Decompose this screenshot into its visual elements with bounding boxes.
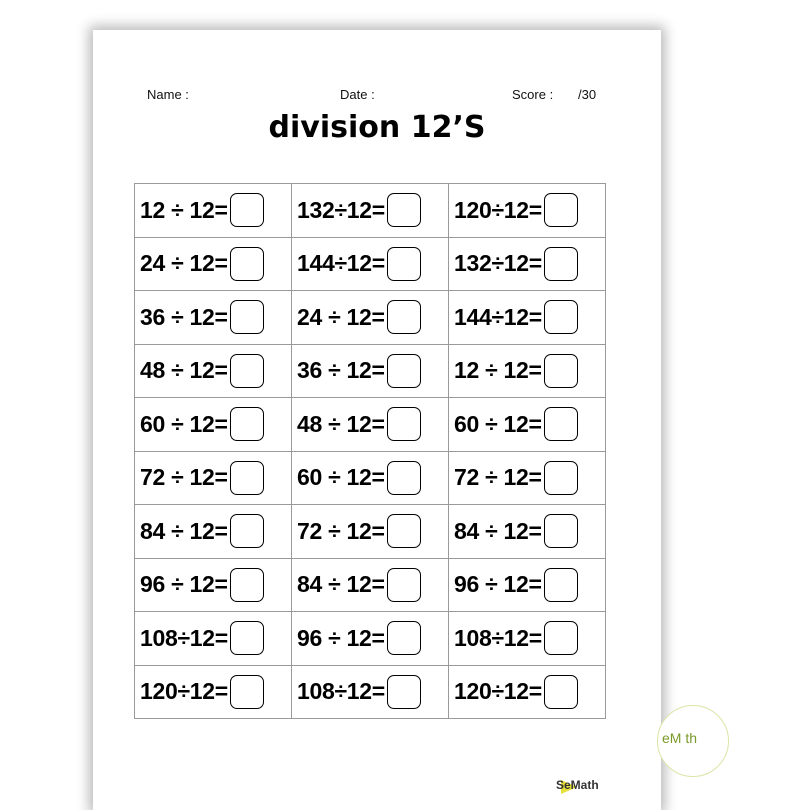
answer-box[interactable]: [544, 514, 578, 548]
problem-cell: [135, 451, 292, 505]
problem-row: [135, 451, 606, 505]
answer-box[interactable]: [387, 300, 421, 334]
problem-expression: 72 ÷ 12=: [454, 464, 542, 491]
problem-expression: 60 ÷ 12=: [297, 464, 385, 491]
problem-cell: [449, 344, 606, 398]
answer-box[interactable]: [544, 621, 578, 655]
problem-expression: 48 ÷ 12=: [140, 357, 228, 384]
problem-cell: [135, 237, 292, 291]
date-label: Date :: [340, 87, 375, 102]
problem-expression: 12 ÷ 12=: [454, 357, 542, 384]
answer-box[interactable]: [387, 247, 421, 281]
problem-cell: [449, 558, 606, 612]
problem-expression: 144÷12=: [297, 250, 385, 277]
answer-box[interactable]: [544, 675, 578, 709]
problem-expression: 96 ÷ 12=: [454, 571, 542, 598]
problem-cell: [135, 612, 292, 666]
problem-grid: [134, 183, 606, 719]
answer-box[interactable]: [230, 300, 264, 334]
score-total: /30: [578, 87, 597, 102]
answer-box[interactable]: [387, 514, 421, 548]
problem-cell: [135, 184, 292, 238]
answer-box[interactable]: [544, 300, 578, 334]
problem-expression: 132÷12=: [297, 196, 385, 223]
problem-expression: 36 ÷ 12=: [297, 357, 385, 384]
answer-box[interactable]: [230, 247, 264, 281]
problem-cell: [292, 612, 449, 666]
problem-row: [135, 665, 606, 719]
problem-expression: 48 ÷ 12=: [297, 410, 385, 437]
problem-cell: [292, 184, 449, 238]
problem-expression: 132÷12=: [454, 250, 542, 277]
problem-expression: 96 ÷ 12=: [297, 624, 385, 651]
answer-box[interactable]: [230, 193, 264, 227]
problem-expression: 108÷12=: [297, 678, 385, 705]
problem-expression: 36 ÷ 12=: [140, 303, 228, 330]
problem-cell: [292, 344, 449, 398]
answer-box[interactable]: [544, 407, 578, 441]
problem-row: [135, 612, 606, 666]
answer-box[interactable]: [387, 621, 421, 655]
footer-logo: SeMath: [556, 778, 599, 792]
answer-box[interactable]: [230, 568, 264, 602]
answer-box[interactable]: [544, 354, 578, 388]
problem-cell: [292, 291, 449, 345]
answer-box[interactable]: [544, 193, 578, 227]
problem-cell: [135, 558, 292, 612]
answer-box[interactable]: [544, 568, 578, 602]
problem-cell: [292, 665, 449, 719]
problem-row: [135, 184, 606, 238]
problem-cell: [292, 558, 449, 612]
problem-expression: 144÷12=: [454, 303, 542, 330]
problem-cell: [292, 237, 449, 291]
answer-box[interactable]: [544, 461, 578, 495]
problem-cell: [135, 344, 292, 398]
problem-cell: [135, 505, 292, 559]
problem-cell: [449, 612, 606, 666]
answer-box[interactable]: [230, 354, 264, 388]
problem-expression: 60 ÷ 12=: [454, 410, 542, 437]
answer-box[interactable]: [230, 514, 264, 548]
answer-box[interactable]: [387, 407, 421, 441]
problem-expression: 60 ÷ 12=: [140, 410, 228, 437]
problem-expression: 120÷12=: [140, 678, 228, 705]
problem-cell: [135, 398, 292, 452]
answer-box[interactable]: [230, 461, 264, 495]
problem-cell: [449, 451, 606, 505]
answer-box[interactable]: [230, 675, 264, 709]
worksheet-page: [93, 30, 661, 810]
problem-row: [135, 237, 606, 291]
problem-expression: 108÷12=: [140, 624, 228, 651]
problem-expression: 84 ÷ 12=: [140, 517, 228, 544]
problem-expression: 12 ÷ 12=: [140, 196, 228, 223]
problem-cell: [449, 184, 606, 238]
problem-expression: 72 ÷ 12=: [140, 464, 228, 491]
answer-box[interactable]: [387, 354, 421, 388]
problem-expression: 120÷12=: [454, 678, 542, 705]
problem-expression: 108÷12=: [454, 624, 542, 651]
page-title: division 12’S: [268, 110, 486, 145]
watermark-text: eM th: [662, 730, 698, 746]
problem-row: [135, 291, 606, 345]
problem-expression: 84 ÷ 12=: [454, 517, 542, 544]
answer-box[interactable]: [230, 407, 264, 441]
problem-expression: 84 ÷ 12=: [297, 571, 385, 598]
problem-cell: [292, 398, 449, 452]
problem-cell: [449, 398, 606, 452]
answer-box[interactable]: [387, 193, 421, 227]
problem-cell: [135, 665, 292, 719]
problem-expression: 120÷12=: [454, 196, 542, 223]
problem-row: [135, 344, 606, 398]
problem-expression: 96 ÷ 12=: [140, 571, 228, 598]
problem-cell: [449, 237, 606, 291]
problem-cell: [292, 451, 449, 505]
problem-expression: 72 ÷ 12=: [297, 517, 385, 544]
problem-row: [135, 558, 606, 612]
name-label: Name :: [147, 87, 189, 102]
answer-box[interactable]: [387, 461, 421, 495]
problem-cell: [449, 505, 606, 559]
problem-expression: 24 ÷ 12=: [297, 303, 385, 330]
problem-row: [135, 505, 606, 559]
problem-expression: 24 ÷ 12=: [140, 250, 228, 277]
answer-box[interactable]: [230, 621, 264, 655]
answer-box[interactable]: [544, 247, 578, 281]
answer-box[interactable]: [387, 675, 421, 709]
problem-cell: [449, 665, 606, 719]
answer-box[interactable]: [387, 568, 421, 602]
problem-cell: [135, 291, 292, 345]
problem-cell: [449, 291, 606, 345]
problem-row: [135, 398, 606, 452]
score-label: Score :: [512, 87, 554, 102]
problem-cell: [292, 505, 449, 559]
